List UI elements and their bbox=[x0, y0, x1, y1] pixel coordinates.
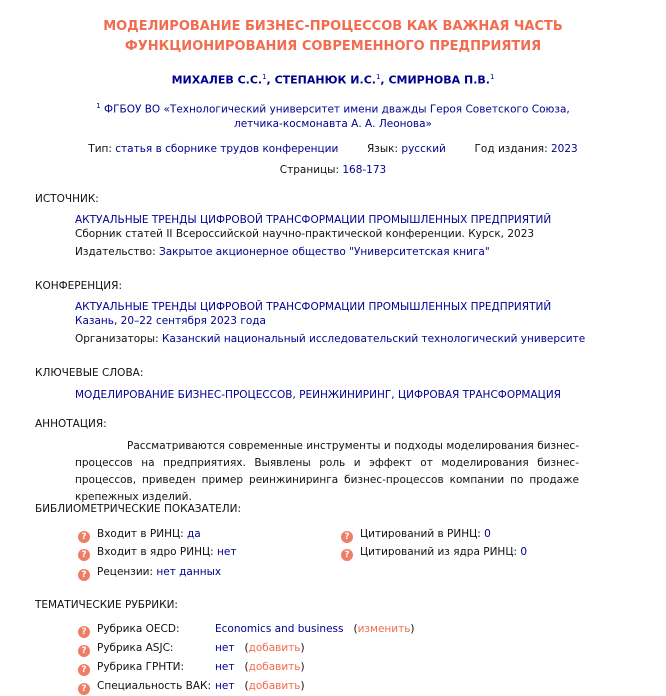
type-label: Тип: bbox=[88, 143, 112, 155]
author-link[interactable]: СТЕПАНЮК И.С. bbox=[274, 73, 376, 87]
publisher-line bbox=[75, 245, 490, 259]
rubric-action-link[interactable]: добавить bbox=[248, 680, 301, 692]
organizers-line bbox=[75, 332, 585, 346]
rubric-action-link[interactable]: изменить bbox=[357, 623, 411, 635]
rubric-label: Рубрика OECD: bbox=[97, 623, 180, 635]
rubrics-heading: ТЕМАТИЧЕСКИЕ РУБРИКИ: bbox=[35, 599, 178, 611]
rubric-value-link[interactable]: Economics and business bbox=[215, 623, 344, 635]
pages-label: Страницы: bbox=[279, 164, 339, 176]
pages-meta bbox=[0, 164, 666, 176]
question-icon[interactable]: ? bbox=[341, 549, 353, 561]
bib-rinc bbox=[78, 528, 201, 543]
conference-heading: КОНФЕРЕНЦИЯ: bbox=[35, 280, 122, 292]
rubric-row-grnti: ? Рубрика ГРНТИ: нет (добавить) bbox=[78, 661, 90, 676]
rubric-row-asjc: ? Рубрика ASJC: нет (добавить) bbox=[78, 642, 90, 657]
source-heading: ИСТОЧНИК: bbox=[35, 193, 99, 205]
authors-line: МИХАЛЕВ С.С.$^1$, СТЕПАНЮК И.С.$^1$, СМИРНОВА П.В.$^1$ bbox=[171, 73, 495, 87]
author-link[interactable]: СМИРНОВА П.В. bbox=[388, 73, 490, 87]
bib-reviews-label: Рецензии: bbox=[97, 566, 154, 578]
conference-title-link[interactable]: АКТУАЛЬНЫЕ ТРЕНДЫ ЦИФРОВОЙ ТРАНСФОРМАЦИИ ПРОМЫШЛЕННЫХ ПРЕДПРИЯТИЙ bbox=[75, 301, 552, 313]
rubric-label: Рубрика ГРНТИ: bbox=[97, 661, 185, 673]
bib-core-citations-label: Цитирований из ядра РИНЦ: bbox=[360, 546, 518, 558]
affiliation bbox=[90, 99, 576, 131]
bib-core-citations-value[interactable]: 0 bbox=[520, 546, 528, 558]
question-icon[interactable]: ? bbox=[78, 569, 90, 581]
rubric-row-oecd: ? Рубрика OECD: Economics and business (изменить) bbox=[78, 623, 90, 638]
rubric-label: Специальность ВАК: bbox=[97, 680, 212, 692]
keyword-link[interactable]: РЕИНЖИНИРИНГ bbox=[299, 389, 392, 401]
rubric-value: нет bbox=[215, 680, 235, 692]
author-sup: 1 bbox=[375, 73, 381, 81]
rubric-action-link[interactable]: добавить bbox=[248, 642, 301, 654]
keyword-separator: , bbox=[292, 389, 300, 401]
bib-citations-label: Цитирований в РИНЦ: bbox=[360, 528, 481, 540]
keywords-list bbox=[75, 388, 561, 402]
question-icon[interactable]: ? bbox=[78, 626, 90, 638]
source-title-link[interactable]: АКТУАЛЬНЫЕ ТРЕНДЫ ЦИФРОВОЙ ТРАНСФОРМАЦИИ ПРОМЫШЛЕННЫХ ПРЕДПРИЯТИЙ bbox=[75, 214, 552, 226]
rubric-label: Рубрика ASJC: bbox=[97, 642, 174, 654]
question-icon[interactable]: ? bbox=[78, 549, 90, 561]
question-icon[interactable]: ? bbox=[341, 531, 353, 543]
bib-core bbox=[78, 546, 236, 561]
affiliation-sup: 1 bbox=[96, 102, 101, 110]
keyword-separator: , bbox=[391, 389, 398, 401]
affiliation-link[interactable]: ФГБОУ ВО «Технологический университет имени дважды Героя Советского Союза, летчика-космонавта А. А. Леонова» bbox=[104, 103, 570, 130]
rubric-value: нет bbox=[215, 642, 235, 654]
article-title-line2: ФУНКЦИОНИРОВАНИЯ СОВРЕМЕННОГО ПРЕДПРИЯТИЯ bbox=[124, 39, 542, 54]
rubric-row-vak: ? Специальность ВАК: нет (добавить) bbox=[78, 680, 90, 695]
bib-core-value[interactable]: нет bbox=[217, 546, 237, 558]
bib-reviews bbox=[78, 566, 221, 581]
bib-rinc-value[interactable]: да bbox=[187, 528, 201, 540]
keyword-link[interactable]: МОДЕЛИРОВАНИЕ БИЗНЕС-ПРОЦЕССОВ bbox=[75, 389, 293, 401]
organizers-link[interactable]: Казанский национальный исследовательский технологический университе bbox=[161, 333, 586, 345]
keyword-link[interactable]: ЦИФРОВАЯ ТРАНСФОРМАЦИЯ bbox=[397, 389, 561, 401]
author-sup: 1 bbox=[262, 73, 267, 81]
article-title-line1: МОДЕЛИРОВАНИЕ БИЗНЕС-ПРОЦЕССОВ КАК ВАЖНАЯ ЧАСТЬ bbox=[103, 19, 563, 34]
rubric-action-link[interactable]: добавить bbox=[248, 661, 301, 673]
publisher-link[interactable]: Закрытое акционерное общество "Университетская книга" bbox=[159, 246, 490, 258]
bib-core-citations bbox=[341, 546, 527, 561]
bib-citations-value[interactable]: 0 bbox=[484, 528, 491, 540]
publication-meta bbox=[0, 143, 666, 155]
organizers-label: Организаторы: bbox=[75, 333, 159, 345]
rubric-value: нет bbox=[215, 661, 235, 673]
year-value: 2023 bbox=[550, 143, 578, 155]
pages-value: 168-173 bbox=[342, 164, 387, 176]
author-sup: 1 bbox=[489, 73, 495, 81]
article-title bbox=[0, 17, 666, 57]
publisher-label: Издательство: bbox=[75, 246, 156, 258]
bib-reviews-value[interactable]: нет данных bbox=[156, 566, 222, 578]
year-label: Год издания: bbox=[474, 143, 548, 155]
bib-citations bbox=[341, 528, 491, 543]
abstract-text: Рассматриваются современные инструменты и подходы моделирования бизнес-процессов на предприятиях. Выявлены роль и эффект от моделирования бизнес-процессов, приведен пример реинжиниринга бизнес-процессов компании по продаже крепежных изделий. bbox=[75, 440, 579, 503]
question-icon[interactable]: ? bbox=[78, 645, 90, 657]
question-icon[interactable]: ? bbox=[78, 683, 90, 695]
abstract-text-block bbox=[75, 438, 579, 506]
source-subtitle: Сборник статей II Всероссийской научно-практической конференции. Курск, 2023 bbox=[75, 228, 535, 240]
abstract-heading: АННОТАЦИЯ: bbox=[35, 418, 107, 430]
bibliometrics-heading: БИБЛИОМЕТРИЧЕСКИЕ ПОКАЗАТЕЛИ: bbox=[35, 503, 242, 515]
language-value: русский bbox=[401, 143, 446, 155]
bib-core-label: Входит в ядро РИНЦ: bbox=[97, 546, 214, 558]
author-link[interactable]: МИХАЛЕВ С.С. bbox=[171, 73, 263, 87]
question-icon[interactable]: ? bbox=[78, 664, 90, 676]
keywords-heading: КЛЮЧЕВЫЕ СЛОВА: bbox=[35, 367, 144, 379]
conference-place-date: Казань, 20–22 сентября 2023 года bbox=[75, 315, 266, 327]
bib-rinc-label: Входит в РИНЦ: bbox=[97, 528, 184, 540]
question-icon[interactable]: ? bbox=[78, 531, 90, 543]
type-value: статья в сборнике трудов конференции bbox=[115, 143, 339, 155]
language-label: Язык: bbox=[367, 143, 399, 155]
